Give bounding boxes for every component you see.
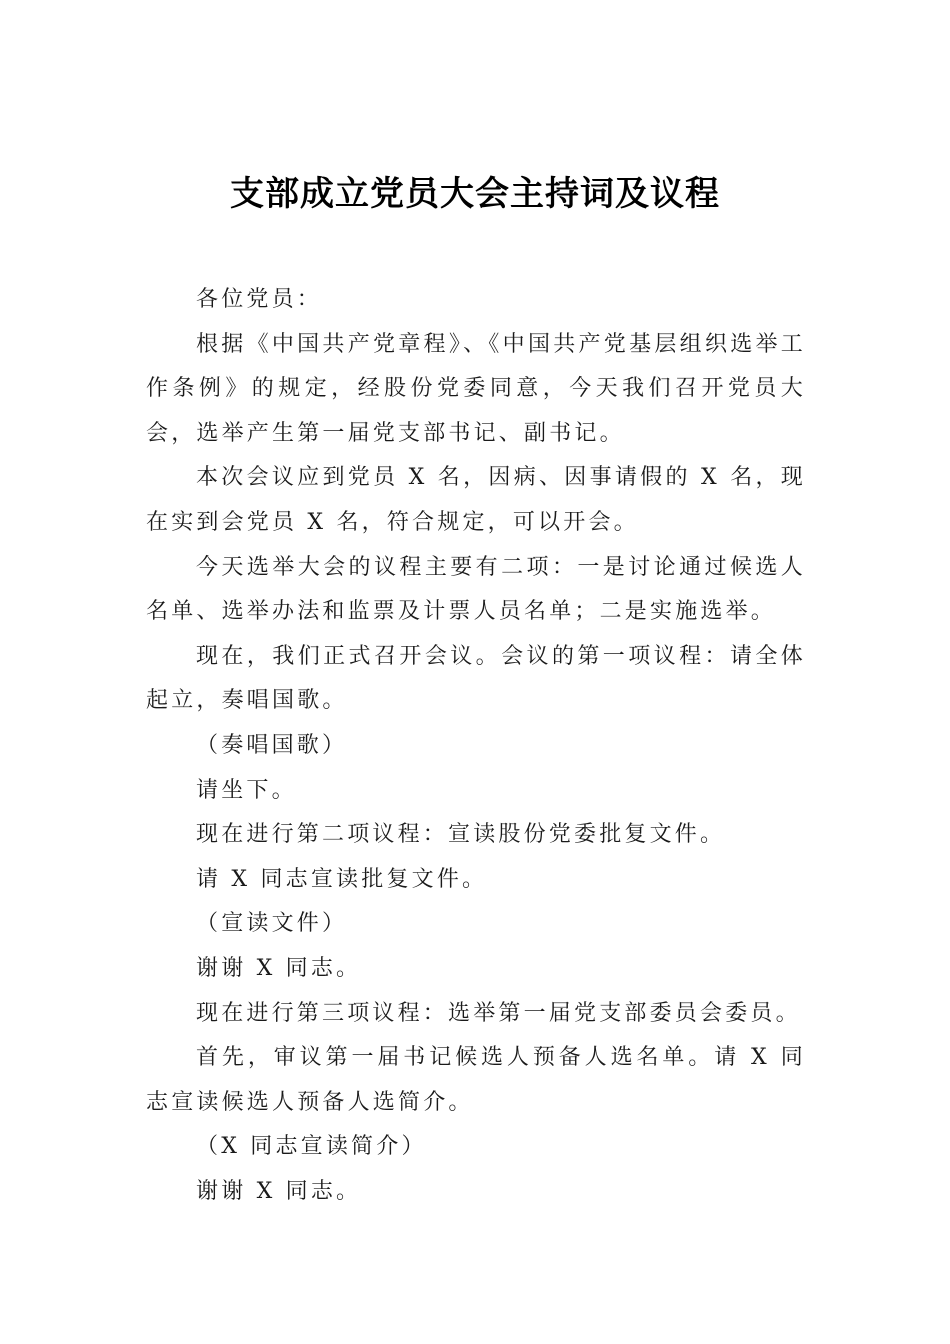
paragraph-anthem-note: （奏唱国歌）: [196, 732, 348, 758]
paragraph-candidate-review: 首先，审议第一届书记候选人预备人选名单。请 X 同志宣读候选人预备人选简介。: [146, 1045, 806, 1115]
paragraph-third-item: 现在进行第三项议程：选举第一届党支部委员会委员。: [196, 1000, 801, 1026]
paragraph-basis: 根据《中国共产党章程》、《中国共产党基层组织选举工作条例》的规定，经股份党委同意，今天我们召开党员大会，选举产生第一届党支部书记、副书记。: [146, 331, 806, 446]
paragraph-sit-down: 请坐下。: [196, 777, 297, 803]
document-title: 支部成立党员大会主持词及议程: [230, 174, 720, 214]
paragraph-attendance: 本次会议应到党员 X 名，因病、因事请假的 X 名，现在实到会党员 X 名，符合规定，可以开会。: [146, 465, 806, 535]
paragraph-salutation: 各位党员：: [196, 287, 323, 312]
paragraph-agenda-overview: 今天选举大会的议程主要有二项：一是讨论通过候选人名单、选举办法和监票及计票人员名单；二是实施选举。: [146, 554, 806, 625]
paragraph-profile-note: （X 同志宣读简介）: [196, 1134, 427, 1160]
paragraph-first-item: 现在，我们正式召开会议。会议的第一项议程：请全体起立，奏唱国歌。: [146, 643, 806, 714]
paragraph-reading-note: （宣读文件）: [196, 911, 348, 937]
paragraph-read-approval: 请 X 同志宣读批复文件。: [196, 866, 488, 892]
paragraph-thanks-1: 谢谢 X 同志。: [196, 955, 362, 981]
paragraph-thanks-2: 谢谢 X 同志。: [196, 1178, 362, 1204]
paragraph-second-item: 现在进行第二项议程：宣读股份党委批复文件。: [196, 822, 726, 848]
document-body: [146, 278, 806, 1214]
